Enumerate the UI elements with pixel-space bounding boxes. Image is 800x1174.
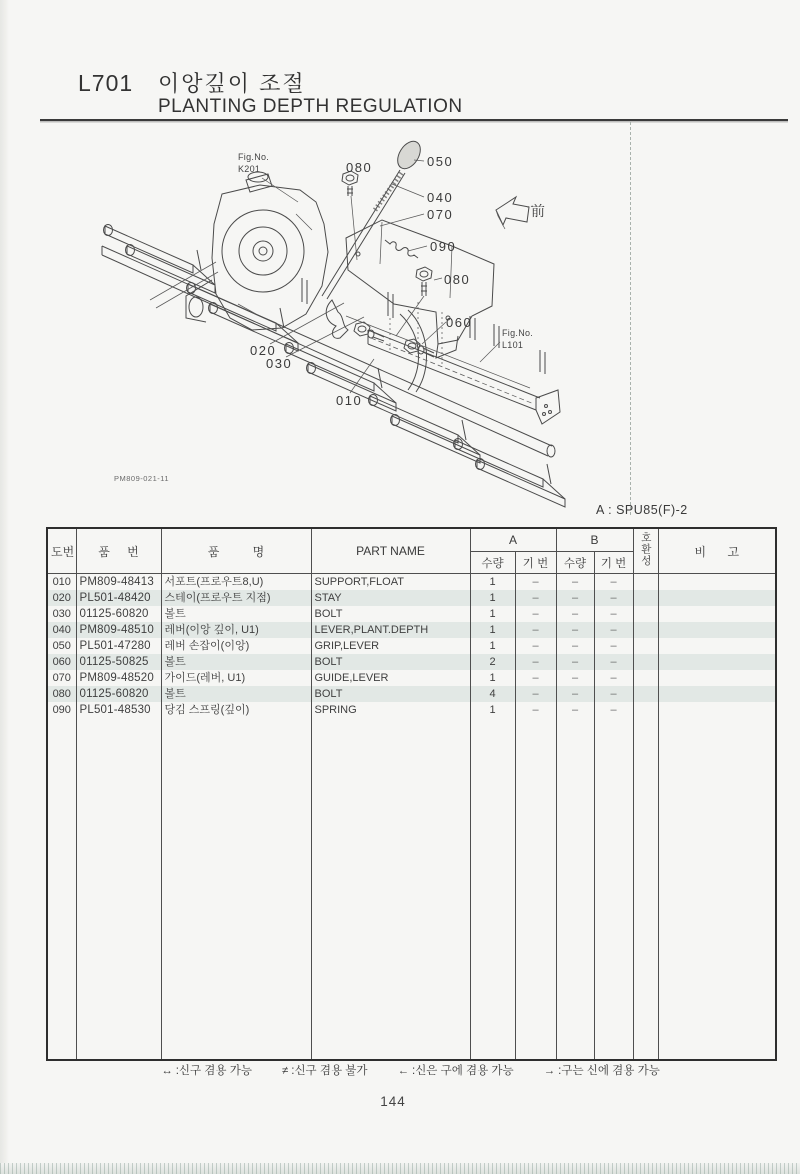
cell-serial-b: –	[594, 622, 633, 638]
table-row	[47, 670, 776, 686]
cell-compat	[633, 574, 658, 591]
cell-compat	[633, 654, 658, 670]
cell-qty-b: –	[556, 702, 594, 718]
cell-compat	[633, 670, 658, 686]
cell-compat	[633, 590, 658, 606]
cell-qty-b: –	[556, 622, 594, 638]
cell-name-ko: 레버 손잡이(이앙)	[161, 638, 311, 654]
cell-compat	[633, 606, 658, 622]
callout-070: 070	[427, 207, 454, 222]
callout-080-right: 080	[444, 272, 471, 287]
cell-serial-a: –	[515, 638, 556, 654]
table-row	[47, 638, 776, 654]
cell-remarks	[658, 638, 776, 654]
fig-ref-l101-line2: L101	[502, 340, 524, 350]
legend-item	[398, 1062, 514, 1078]
cell-compat	[633, 638, 658, 654]
cell-qty-a: 1	[470, 590, 515, 606]
cell-part-no: PL501-48420	[76, 590, 161, 606]
front-direction-label: 前	[531, 203, 545, 219]
cell-serial-b: –	[594, 686, 633, 702]
lever-knob	[393, 137, 425, 173]
float-support-sleds	[104, 225, 566, 508]
bolt-icon-top	[342, 171, 358, 260]
cell-serial-b: –	[594, 670, 633, 686]
cell-part-name: GUIDE,LEVER	[311, 670, 470, 686]
cell-remarks	[658, 622, 776, 638]
table-row	[47, 654, 776, 670]
cell-no: 010	[47, 574, 76, 591]
cell-serial-b: –	[594, 574, 633, 591]
cell-name-ko: 볼트	[161, 686, 311, 702]
cell-part-no: 01125-60820	[76, 606, 161, 622]
fig-ref-k201-line2: K201	[238, 164, 261, 174]
cell-name-ko: 볼트	[161, 606, 311, 622]
callout-090: 090	[430, 239, 457, 254]
cell-qty-b: –	[556, 670, 594, 686]
cell-part-no: 01125-50825	[76, 654, 161, 670]
cell-serial-b: –	[594, 638, 633, 654]
cell-name-ko: 서포트(프로우트8,U)	[161, 574, 311, 591]
table-row	[47, 606, 776, 622]
col-header-name-ko: 품 명	[161, 528, 311, 574]
cell-no: 040	[47, 622, 76, 638]
cell-part-name: GRIP,LEVER	[311, 638, 470, 654]
cell-qty-a: 1	[470, 622, 515, 638]
fig-ref-l101-line1: Fig.No.	[502, 328, 534, 338]
page-title-korean: 이앙깊이 조절	[158, 71, 306, 96]
compatibility-legend	[46, 1062, 775, 1078]
spring-icon	[385, 240, 418, 258]
cell-qty-a: 1	[470, 638, 515, 654]
cell-qty-b: –	[556, 638, 594, 654]
cell-qty-b: –	[556, 686, 594, 702]
cell-serial-b: –	[594, 590, 633, 606]
col-header-compat: 호환성	[633, 528, 658, 574]
cell-qty-a: 1	[470, 574, 515, 591]
cell-remarks	[658, 702, 776, 718]
fig-ref-k201-line1: Fig.No.	[238, 152, 270, 162]
cell-remarks	[658, 590, 776, 606]
cell-part-no: PM809-48520	[76, 670, 161, 686]
cell-remarks	[658, 670, 776, 686]
callout-040: 040	[427, 190, 454, 205]
cell-part-name: SPRING	[311, 702, 470, 718]
callout-080-top: 080	[346, 160, 373, 175]
cell-no: 080	[47, 686, 76, 702]
guide-bracket	[346, 220, 494, 392]
legend-item-label: :신은 구에 겸용 가능	[412, 1065, 514, 1077]
table-row	[47, 574, 776, 591]
cell-qty-a: 1	[470, 670, 515, 686]
col-header-remarks: 비 고	[658, 528, 776, 574]
cell-qty-b: –	[556, 606, 594, 622]
stay-hook	[326, 300, 348, 338]
cell-no: 070	[47, 670, 76, 686]
cell-remarks	[658, 574, 776, 591]
cell-remarks	[658, 686, 776, 702]
right-arrow-icon: →	[543, 1065, 556, 1077]
cell-compat	[633, 702, 658, 718]
callout-010: 010	[336, 393, 363, 408]
cell-part-name: STAY	[311, 590, 470, 606]
cell-part-name: LEVER,PLANT.DEPTH	[311, 622, 470, 638]
table-row	[47, 622, 776, 638]
cell-part-name: BOLT	[311, 686, 470, 702]
cell-serial-a: –	[515, 702, 556, 718]
cell-remarks	[658, 654, 776, 670]
col-header-part-no: 품 번	[76, 528, 161, 574]
table-empty-area	[47, 718, 776, 1060]
cell-name-ko: 레버(이앙 깊이, U1)	[161, 622, 311, 638]
legend-item-label: :신구 겸용 가능	[175, 1065, 252, 1077]
parts-diagram	[0, 0, 800, 520]
col-group-a: A	[470, 528, 556, 552]
cell-name-ko: 스테이(프로우트 지점)	[161, 590, 311, 606]
col-group-b: B	[556, 528, 633, 552]
model-variant-label: A : SPU85(F)-2	[596, 503, 688, 517]
legend-item	[544, 1062, 660, 1078]
legend-item-label: :구는 신에 겸용 가능	[558, 1065, 660, 1077]
col-header-serial-b: 기 번	[594, 552, 633, 574]
cell-serial-a: –	[515, 670, 556, 686]
cell-part-name: SUPPORT,FLOAT	[311, 574, 470, 591]
cell-part-no: 01125-60820	[76, 686, 161, 702]
cell-compat	[633, 686, 658, 702]
cell-no: 030	[47, 606, 76, 622]
table-row	[47, 590, 776, 606]
cell-part-name: BOLT	[311, 654, 470, 670]
cell-part-no: PL501-48530	[76, 702, 161, 718]
cell-qty-b: –	[556, 654, 594, 670]
callout-030: 030	[266, 356, 293, 371]
col-header-serial-a: 기 번	[515, 552, 556, 574]
cell-qty-a: 4	[470, 686, 515, 702]
cell-no: 020	[47, 590, 76, 606]
drawing-code-label: PM809-021-11	[114, 474, 170, 483]
cell-part-no: PL501-47280	[76, 638, 161, 654]
cell-serial-a: –	[515, 590, 556, 606]
table-row	[47, 702, 776, 718]
cell-serial-b: –	[594, 702, 633, 718]
col-header-qty-b: 수량	[556, 552, 594, 574]
bolt-icon-right	[396, 267, 432, 336]
cell-no: 060	[47, 654, 76, 670]
cell-name-ko: 가이드(레버, U1)	[161, 670, 311, 686]
section-code: L701	[78, 70, 134, 96]
cell-remarks	[658, 606, 776, 622]
cell-name-ko: 당김 스프링(깊이)	[161, 702, 311, 718]
col-header-no: 도번	[47, 528, 76, 574]
cell-name-ko: 볼트	[161, 654, 311, 670]
cell-qty-a: 1	[470, 702, 515, 718]
front-direction-arrow	[496, 197, 533, 229]
col-header-part-name: PART NAME	[311, 528, 470, 574]
cell-part-no: PM809-48413	[76, 574, 161, 591]
scan-edge-bottom	[0, 1163, 800, 1174]
cell-serial-b: –	[594, 654, 633, 670]
cell-part-no: PM809-48510	[76, 622, 161, 638]
not-equal-icon: ≠	[281, 1065, 289, 1077]
cell-no: 050	[47, 638, 76, 654]
cell-qty-b: –	[556, 590, 594, 606]
cell-compat	[633, 622, 658, 638]
cell-serial-a: –	[515, 686, 556, 702]
legend-item-label: :신구 겸용 불가	[291, 1065, 368, 1077]
cell-serial-a: –	[515, 574, 556, 591]
main-frame-beam	[102, 246, 555, 457]
cell-qty-b: –	[556, 574, 594, 591]
cell-serial-b: –	[594, 606, 633, 622]
left-arrow-icon: ←	[397, 1065, 409, 1077]
col-header-qty-a: 수량	[470, 552, 515, 574]
cell-no: 090	[47, 702, 76, 718]
legend-item	[161, 1062, 252, 1078]
table-row	[47, 686, 776, 702]
cell-part-name: BOLT	[311, 606, 470, 622]
cell-qty-a: 2	[470, 654, 515, 670]
cell-serial-a: –	[515, 654, 556, 670]
callout-050: 050	[427, 154, 454, 169]
cell-serial-a: –	[515, 622, 556, 638]
page-number: 144	[380, 1094, 406, 1109]
cell-serial-a: –	[515, 606, 556, 622]
callout-020: 020	[250, 343, 277, 358]
cell-qty-a: 1	[470, 606, 515, 622]
callout-060: 060	[446, 315, 473, 330]
page-title-english: PLANTING DEPTH REGULATION	[158, 96, 463, 117]
bidirectional-arrow-icon: ↔	[161, 1065, 173, 1077]
parts-table	[46, 527, 777, 1061]
legend-item	[282, 1062, 368, 1078]
